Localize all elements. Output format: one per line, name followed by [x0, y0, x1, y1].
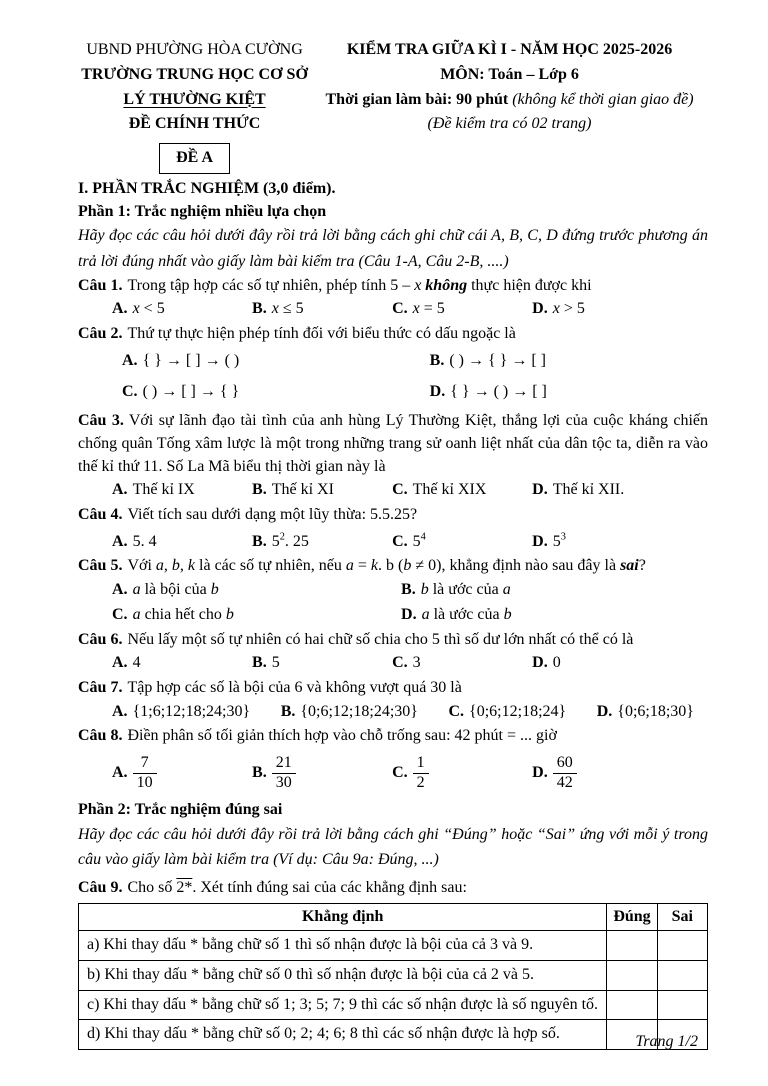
cell-c-false	[657, 990, 707, 1020]
school-name-line2: LÝ THƯỜNG KIỆT	[123, 90, 266, 108]
question-4	[78, 504, 708, 553]
question-7-option-c: C. {0;6;12;18;24}	[448, 702, 567, 720]
header-right-block	[311, 38, 708, 174]
exam-header	[78, 38, 708, 174]
exam-code-box: ĐỀ A	[159, 143, 230, 174]
fraction: $\frac{60}{42}$	[553, 754, 577, 792]
table-header-true: Đúng	[607, 903, 657, 931]
question-6-label: Câu 6.	[78, 630, 123, 648]
question-5-option-c: C. a chia hết cho b	[112, 605, 234, 623]
question-8-label: Câu 8.	[78, 727, 123, 745]
duration-line	[311, 88, 708, 113]
question-1-option-c: C. x = 5	[392, 300, 445, 318]
table-row-b	[79, 961, 708, 991]
question-7-options	[78, 701, 708, 724]
fraction: $\frac{21}{30}$	[272, 754, 296, 792]
question-1-options	[78, 298, 708, 321]
question-4-option-a: A. 5. 4	[112, 532, 157, 550]
question-5-option-b: B. b là ước của a	[401, 581, 511, 599]
question-9	[78, 877, 708, 1050]
question-1	[78, 275, 708, 321]
table-row-d	[79, 1020, 708, 1050]
question-8	[78, 725, 708, 795]
subject-line: MÔN: Toán – Lớp 6	[440, 65, 579, 83]
question-4-option-b: B. $5^2$. 25	[252, 531, 309, 550]
statement-c: c) Khi thay dấu * bằng chữ số 1; 3; 5; 7; 9 thì các số nhận được là số nguyên tố.	[79, 990, 607, 1020]
question-2-options	[78, 350, 708, 404]
page-number: Trang 1/2	[635, 1033, 698, 1051]
table-header-row	[79, 903, 708, 931]
question-8-options	[78, 749, 708, 795]
question-3-text: Câu 3. Với sự lãnh đạo tài tình của anh hùng Lý Thường Kiệt, thắng lợi của cuộc kháng chiến chống quân Tống xâm lược là một trong những trang sử oanh liệt nhất của dân tộc ta, diễn ra vào thế kỉ thứ 11. Số La Mã biểu thị thời gian này là	[78, 412, 709, 475]
question-2-option-d: D. { } → ( ) → [ ]	[429, 383, 547, 401]
question-3-options	[78, 479, 708, 502]
question-6-option-c: C. 3	[392, 654, 421, 672]
question-2-text: Câu 2. Thứ tự thực hiện phép tính đối với biểu thức có dấu ngoặc là	[78, 324, 516, 342]
question-4-options	[78, 531, 708, 554]
cell-b-true	[607, 961, 657, 991]
table-header-false: Sai	[657, 903, 707, 931]
fraction: $\frac{7}{10}$	[133, 754, 157, 792]
part1-heading: Phần 1: Trắc nghiệm nhiều lựa chọn	[78, 202, 327, 220]
statement-d: d) Khi thay dấu * bằng chữ số 0; 2; 4; 6; 8 thì các số nhận được là hợp số.	[79, 1020, 607, 1050]
question-9-label: Câu 9.	[78, 878, 123, 896]
question-3-option-c: C. Thế kỉ XIX	[392, 481, 487, 499]
question-2-option-b: B. ( ) → { } → [ ]	[429, 351, 546, 369]
question-4-text: Câu 4. Viết tích sau dưới dạng một lũy thừa: 5.5.25?	[78, 506, 418, 523]
statement-a: a) Khi thay dấu * bằng chữ số 1 thì số nhận được là bội của cả 3 và 9.	[79, 931, 607, 961]
question-1-option-d: D. x > 5	[532, 300, 585, 318]
table-row-c	[79, 990, 708, 1020]
question-3-option-d: D. Thế kỉ XII.	[532, 481, 625, 499]
question-6-option-a: A. 4	[112, 654, 141, 672]
question-5-label: Câu 5.	[78, 557, 123, 575]
question-5	[78, 555, 708, 626]
question-7-option-d: D. {0;6;18;30}	[596, 702, 694, 720]
question-7-label: Câu 7.	[78, 679, 123, 697]
table-row-a	[79, 931, 708, 961]
question-8-option-d: D. $\frac{60}{42}$	[532, 754, 708, 792]
issuing-authority: UBND PHƯỜNG HÒA CƯỜNG	[86, 41, 303, 58]
question-6-text: Câu 6. Nếu lấy một số tự nhiên có hai chữ số chia cho 5 thì số dư lớn nhất có thể có là	[78, 630, 634, 648]
question-7-text: Câu 7. Tập hợp các số là bội của 6 và không vượt quá 30 là	[78, 679, 462, 697]
question-8-option-a: A. $\frac{7}{10}$	[112, 754, 252, 792]
question-9-text: Câu 9. Cho số 2*. Xét tính đúng sai của các khẳng định sau:	[78, 878, 467, 896]
question-4-label: Câu 4.	[78, 506, 123, 523]
question-1-option-b: B. x ≤ 5	[252, 300, 304, 318]
question-2	[78, 323, 708, 404]
school-name-line1: TRƯỜNG TRUNG HỌC CƠ SỞ	[81, 65, 308, 83]
question-4-option-d: D. $5^3$	[532, 531, 566, 550]
cell-c-true	[607, 990, 657, 1020]
part2-heading: Phần 2: Trắc nghiệm đúng sai	[78, 800, 283, 818]
exam-title: KIỂM TRA GIỮA KÌ I - NĂM HỌC 2025-2026	[346, 41, 673, 58]
question-3-option-b: B. Thế kỉ XI	[252, 481, 334, 499]
fraction: $\frac{1}{2}$	[413, 754, 429, 792]
cell-b-false	[657, 961, 707, 991]
question-5-options	[78, 579, 708, 626]
statement-b: b) Khi thay dấu * bằng chữ số 0 thì số nhận được là bội của cả 2 và 5.	[79, 961, 607, 991]
table-header-statement: Khẳng định	[79, 903, 607, 931]
question-1-label: Câu 1.	[78, 276, 123, 294]
question-5-text: Câu 5. Với a, b, k là các số tự nhiên, nếu a = k. b (b ≠ 0), khẳng định nào sau đây là sai?	[78, 557, 646, 575]
question-3-label: Câu 3.	[78, 412, 124, 430]
duration-bold: Thời gian làm bài: 90 phút	[325, 90, 509, 108]
question-8-option-c: C. $\frac{1}{2}$	[392, 754, 532, 792]
page-count-note: (Đề kiểm tra có 02 trang)	[427, 115, 592, 133]
cell-a-false	[657, 931, 707, 961]
question-2-label: Câu 2.	[78, 324, 123, 342]
question-6-options	[78, 652, 708, 675]
part2-instructions: Hãy đọc các câu hỏi dưới đây rồi trả lời bằng cách ghi “Đúng” hoặc “Sai” ứng với mỗi ý trong câu vào giấy làm bài kiểm tra (Ví dụ: Câu 9a: Đúng, ...)	[78, 825, 708, 869]
true-false-table	[78, 903, 708, 1051]
question-3-option-a: A. Thế kỉ IX	[112, 481, 195, 499]
question-7	[78, 677, 708, 723]
question-7-option-b: B. {0;6;12;18;24;30}	[280, 702, 418, 720]
question-8-text: Câu 8. Điền phân số tối giản thích hợp vào chỗ trống sau: 42 phút = ... giờ	[78, 727, 557, 745]
question-5-option-d: D. a là ước của b	[401, 605, 512, 623]
question-2-option-a: A. { } → [ ] → ( )	[122, 351, 240, 369]
question-7-option-a: A. {1;6;12;18;24;30}	[112, 702, 251, 720]
question-1-text: Câu 1. Trong tập hợp các số tự nhiên, phép tính 5 – x không thực hiện được khi	[78, 276, 592, 294]
question-4-option-c: C. $5^4$	[392, 531, 426, 550]
question-2-option-c: C. ( ) → [ ] → { }	[122, 383, 240, 401]
question-5-option-a: A. a là bội của b	[112, 581, 219, 599]
duration-note: (không kể thời gian giao đề)	[512, 90, 694, 108]
official-exam-label: ĐỀ CHÍNH THỨC	[128, 115, 261, 133]
question-8-option-b: B. $\frac{21}{30}$	[252, 754, 392, 792]
question-6-option-d: D. 0	[532, 654, 561, 672]
question-1-option-a: A. x < 5	[112, 300, 165, 318]
question-6	[78, 629, 708, 675]
part1-instructions: Hãy đọc các câu hỏi dưới đây rồi trả lời bằng cách ghi chữ cái A, B, C, D đứng trước phương án trả lời đúng nhất vào giấy làm bài kiểm tra (Câu 1-A, Câu 2-B, ....)	[78, 227, 708, 270]
question-3	[78, 410, 708, 502]
section1-title: I. PHẦN TRẮC NGHIỆM (3,0 điểm).	[78, 179, 336, 197]
question-6-option-b: B. 5	[252, 654, 280, 672]
cell-a-true	[607, 931, 657, 961]
header-left-block	[78, 38, 311, 174]
